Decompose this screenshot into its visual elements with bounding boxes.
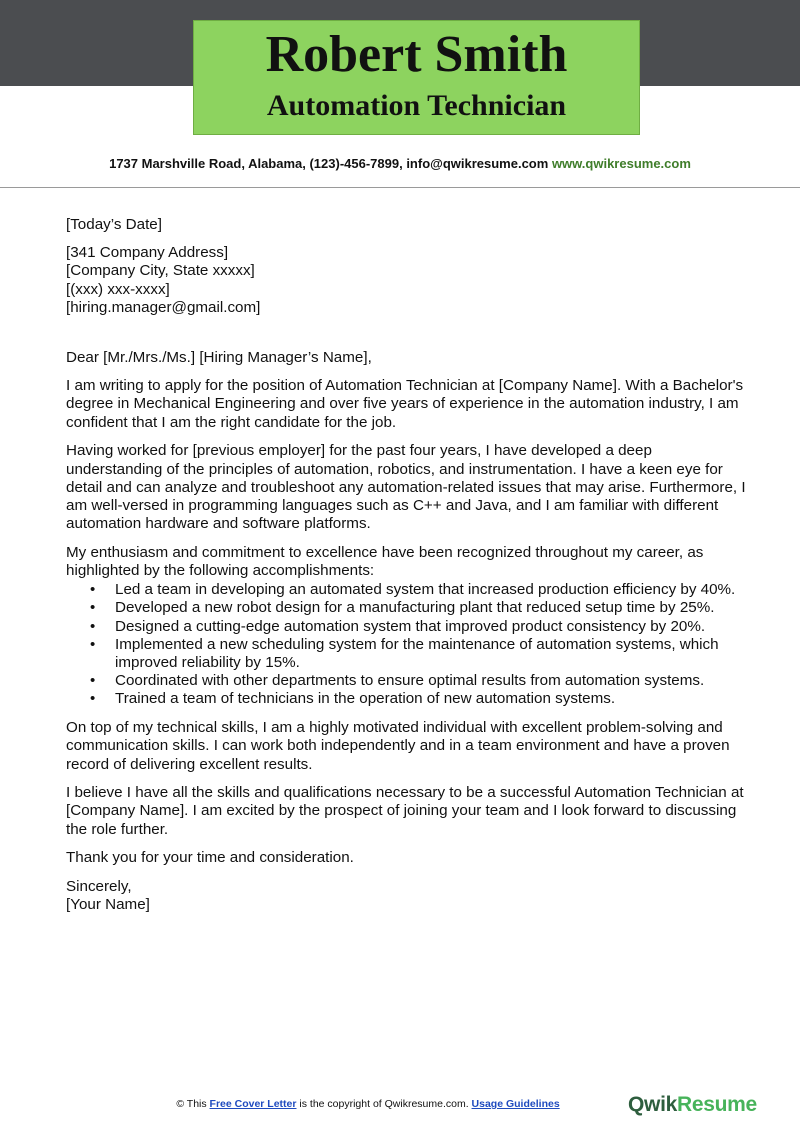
signature: [Your Name] (66, 896, 150, 914)
list-item: • Trained a team of technicians in the operation of new automation systems. (66, 690, 746, 708)
header-divider (0, 187, 800, 188)
logo-text-qwik: Qwik (628, 1093, 677, 1116)
job-title: Automation Technician (266, 89, 567, 122)
recipient-line: [Company City, State xxxxx] (66, 262, 255, 280)
list-item: • Implemented a new scheduling system for the maintenance of automation systems, which improved reliability by 15%. (66, 636, 746, 672)
paragraph-accomplishments-intro: My enthusiasm and commitment to excellence have been recognized throughout my career, as highlighted by the following accomplishments: (66, 543, 704, 580)
contact-details: 1737 Marshville Road, Alabama, (123)-456-7899, info@qwikresume.com (109, 156, 549, 171)
logo-text-resume: Resume (676, 1093, 757, 1116)
recipient-line: [hiring.manager@gmail.com] (66, 298, 261, 316)
name-title-box (193, 20, 640, 135)
qwikresume-logo (628, 1093, 757, 1117)
salutation: Dear [Mr./Mrs./Ms.] [Hiring Manager’s Name], (66, 349, 372, 367)
usage-guidelines-link[interactable]: Usage Guidelines (471, 1098, 560, 1110)
free-cover-letter-link[interactable]: Free Cover Letter (209, 1098, 297, 1110)
letter-date: [Today’s Date] (66, 216, 162, 233)
recipient-line: [(xxx) xxx-xxxx] (66, 280, 170, 298)
footer-prefix: © This (176, 1098, 210, 1110)
footer-middle: is the copyright of Qwikresume.com. (296, 1098, 472, 1110)
paragraph-experience: Having worked for [previous employer] for the past four years, I have developed a deep understanding of the principles of automation, robotics, and instrumentation. I have a keen eye for detail and can analyze and troubleshoot any automation-related issues that may arise. Furthermore, I am well-versed in programming languages such as C++ and Java, and I am familiar with different automation hardware and software platforms. (66, 442, 746, 533)
contact-line (0, 156, 800, 171)
list-item: • Led a team in developing an automated system that increased production efficiency by 40%. (66, 581, 746, 599)
recipient-line: [341 Company Address] (66, 244, 229, 262)
accomplishments-list (66, 581, 746, 708)
paragraph-closing: I believe I have all the skills and qualifications necessary to be a successful Automation Technician at [Company Name]. I am excited by the prospect of joining your team and I look forward to discussing the role further. (66, 784, 744, 838)
candidate-name: Robert Smith (265, 26, 568, 83)
letter-body (66, 216, 746, 915)
list-item: • Coordinated with other departments to ensure optimal results from automation systems. (66, 672, 746, 690)
recipient-block (66, 244, 746, 317)
thanks-line: Thank you for your time and consideration. (66, 849, 354, 867)
signoff: Sincerely, (66, 878, 132, 896)
paragraph-intro: I am writing to apply for the position of Automation Technician at [Company Name]. With a Bachelor's degree in Mechanical Engineering and over five years of experience in the automation industry, I am confident that I am the right candidate for the job. (66, 377, 744, 431)
list-item: • Developed a new robot design for a manufacturing plant that reduced setup time by 25%. (66, 599, 746, 617)
paragraph-skills: On top of my technical skills, I am a highly motivated individual with excellent problem-solving and communication skills. I can work both independently and in a team environment and have a proven record of delivering excellent results. (66, 719, 730, 773)
list-item: • Designed a cutting-edge automation system that improved product consistency by 20%. (66, 618, 746, 636)
website-link[interactable]: www.qwikresume.com (551, 156, 691, 171)
footer-copyright (0, 1098, 736, 1110)
